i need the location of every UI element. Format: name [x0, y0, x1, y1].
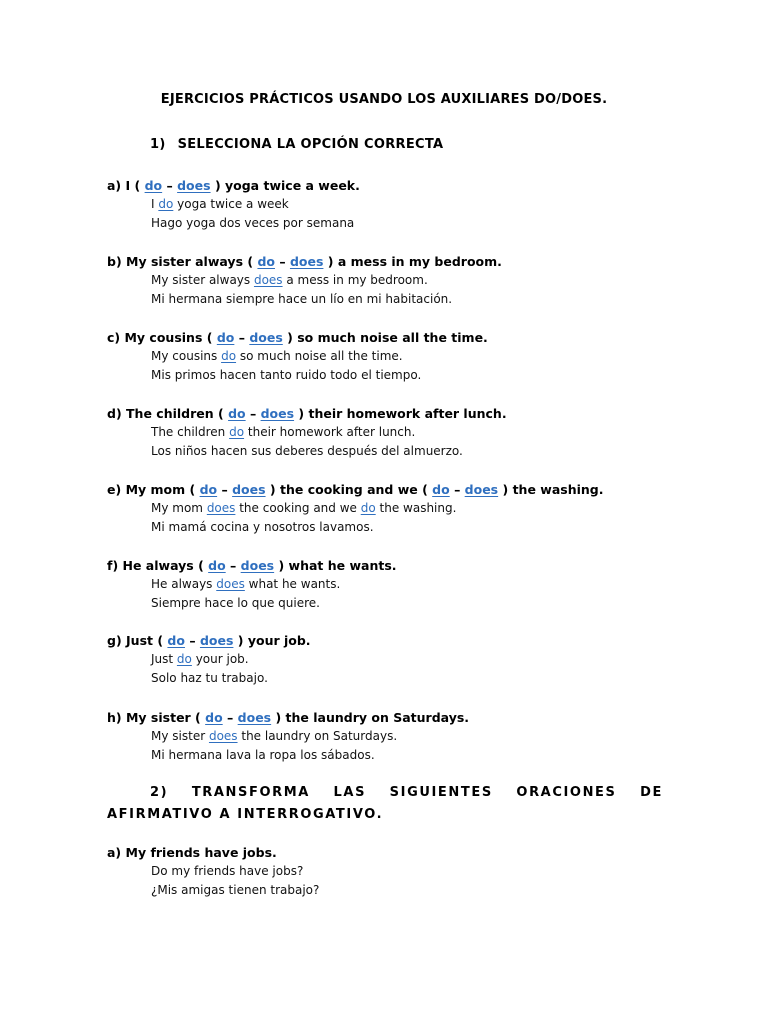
translation: Mi mamá cocina y nosotros lavamos.	[151, 520, 374, 534]
answer: Do my friends have jobs?	[151, 864, 304, 878]
option-do: do	[208, 558, 226, 573]
answer: The children do their homework after lunch.	[151, 425, 416, 439]
option-does: does	[249, 330, 283, 345]
option-does: does	[260, 406, 295, 421]
option-do: do	[257, 254, 275, 269]
exercise-b	[107, 252, 707, 309]
answer-word: does	[206, 501, 236, 515]
exercise-g	[107, 631, 707, 688]
translation: Los niños hacen sus deberes después del almuerzo.	[151, 444, 463, 458]
exercise-e	[107, 480, 707, 537]
answer-word: do	[229, 425, 245, 439]
question: e) My mom ( do – does ) the cooking and we ( do – does ) the washing.	[107, 482, 604, 497]
option-do: do	[216, 330, 235, 345]
section-2-label: TRANSFORMA LAS SIGUIENTES ORACIONES DE AFIRMATIVO A INTERROGATIVO.	[107, 785, 663, 822]
answer: He always does what he wants.	[151, 577, 341, 591]
option-do: do	[205, 710, 223, 725]
answer-word: do	[158, 197, 174, 211]
translation: Siempre hace lo que quiere.	[151, 596, 320, 610]
question: f) He always ( do – does ) what he wants.	[107, 558, 397, 573]
question: c) My cousins ( do – does ) so much noise all the time.	[107, 330, 488, 345]
option-do: do	[167, 633, 185, 648]
translation: Hago yoga dos veces por semana	[151, 216, 355, 230]
option-does: does	[240, 558, 275, 573]
question: g) Just ( do – does ) your job.	[107, 633, 311, 648]
exercise-h	[107, 708, 707, 765]
translation: ¿Mis amigas tienen trabajo?	[151, 883, 320, 897]
answer: My cousins do so much noise all the time.	[151, 349, 403, 363]
translation: Mi hermana siempre hace un lío en mi habitación.	[151, 292, 453, 306]
option-does: does	[232, 482, 266, 497]
question: a) I ( do – does ) yoga twice a week.	[107, 178, 360, 193]
translation: Mis primos hacen tanto ruido todo el tiempo.	[151, 368, 422, 382]
option-do: do	[228, 406, 246, 421]
option-do: do	[199, 482, 218, 497]
question: b) My sister always ( do – does ) a mess in my bedroom.	[107, 254, 502, 269]
option-do: do	[432, 482, 450, 497]
answer: Just do your job.	[151, 652, 249, 666]
translation: Mi hermana lava la ropa los sábados.	[151, 748, 375, 762]
answer: My sister always does a mess in my bedroom.	[151, 273, 428, 287]
option-does: does	[177, 178, 211, 193]
answer-word: do	[221, 349, 237, 363]
section-2-number: 2)	[150, 785, 169, 800]
question: h) My sister ( do – does ) the laundry on Saturdays.	[107, 710, 470, 725]
section-1-label: SELECCIONA LA OPCIÓN CORRECTA	[177, 137, 444, 152]
page-title: EJERCICIOS PRÁCTICOS USANDO LOS AUXILIARES DO/DOES.	[160, 92, 608, 107]
option-does: does	[464, 482, 499, 497]
question: d) The children ( do – does ) their homework after lunch.	[107, 406, 507, 421]
exercise-d	[107, 404, 707, 461]
answer: My mom does the cooking and we do the washing.	[151, 501, 457, 515]
answer: My sister does the laundry on Saturdays.	[151, 729, 398, 743]
exercise-a	[107, 176, 707, 233]
option-does: does	[237, 710, 272, 725]
exercise-f	[107, 556, 707, 613]
section-1-number: 1)	[150, 137, 166, 152]
answer-word: do	[176, 652, 192, 666]
exercise-c	[107, 328, 707, 385]
question: a) My friends have jobs.	[107, 845, 277, 860]
exercise-2a	[107, 843, 707, 900]
option-does: does	[289, 254, 324, 269]
answer-word: does	[216, 577, 245, 591]
answer-word: does	[253, 273, 283, 287]
answer: I do yoga twice a week	[151, 197, 289, 211]
option-does: does	[199, 633, 234, 648]
option-do: do	[144, 178, 163, 193]
answer-word: do	[360, 501, 376, 515]
answer-word: does	[208, 729, 238, 743]
translation: Solo haz tu trabajo.	[151, 671, 268, 685]
section-2-heading	[107, 782, 663, 826]
section-1-heading	[150, 137, 443, 152]
